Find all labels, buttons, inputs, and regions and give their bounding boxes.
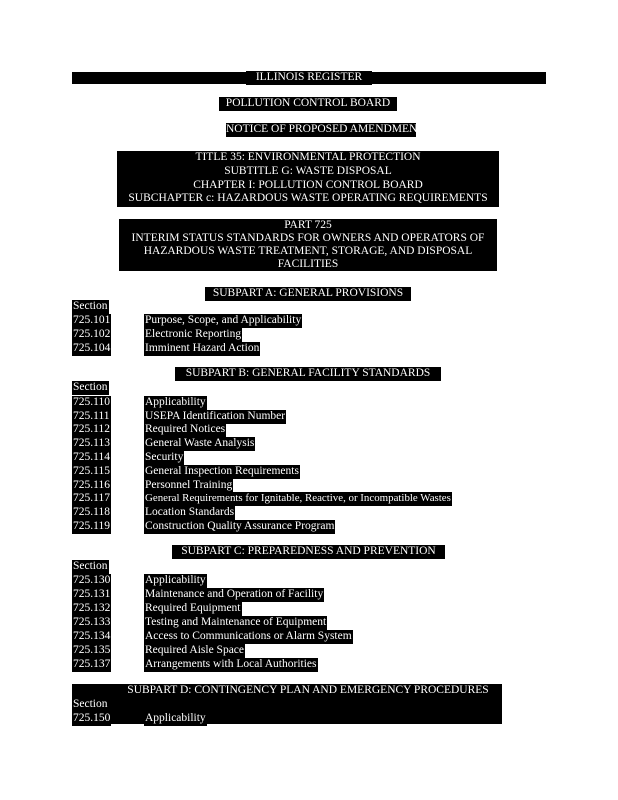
section-title: Applicability: [145, 396, 206, 408]
part-title-line-1: INTERIM STATUS STANDARDS FOR OWNERS AND OPERATORS OF: [131, 232, 485, 244]
title-block: [117, 151, 499, 207]
section-number: 725.131: [73, 588, 111, 600]
section-number: 725.118: [73, 506, 110, 518]
section-number: 725.132: [73, 602, 111, 614]
subpart-c-heading: SUBPART C: PREPAREDNESS AND PREVENTION: [172, 545, 445, 559]
section-number: 725.135: [73, 644, 111, 656]
section-title: Imminent Hazard Action: [145, 342, 260, 354]
section-title: Access to Communications or Alarm System: [145, 630, 352, 642]
part-title-line-2: HAZARDOUS WASTE TREATMENT, STORAGE, AND DISPOSAL: [143, 245, 473, 257]
section-title: Electronic Reporting: [145, 328, 242, 340]
part-title-line-3: FACILITIES: [277, 258, 339, 270]
section-number: 725.150: [73, 712, 111, 724]
section-number: 725.117: [73, 492, 110, 504]
section-number: 725.116: [73, 479, 110, 491]
section-title: Maintenance and Operation of Facility: [145, 588, 324, 600]
section-number: 725.110: [73, 396, 110, 408]
section-number: 725.104: [73, 342, 111, 354]
section-title: General Requirements for Ignitable, Reactive, or Incompatible Wastes: [145, 492, 451, 504]
section-title: General Waste Analysis: [145, 437, 255, 449]
subchapter-line: SUBCHAPTER c: HAZARDOUS WASTE OPERATING REQUIREMENTS: [128, 192, 488, 205]
section-title: Required Aisle Space: [145, 644, 245, 656]
section-number: 725.113: [73, 437, 110, 449]
section-title: Security: [145, 451, 184, 463]
section-title: Applicability: [145, 574, 206, 586]
section-title: Location Standards: [145, 506, 235, 518]
section-number: 725.115: [73, 465, 110, 477]
section-number: 725.114: [73, 451, 110, 463]
section-title: Construction Quality Assurance Program: [145, 520, 335, 532]
section-title: General Inspection Requirements: [145, 465, 299, 477]
section-number: 725.111: [73, 410, 110, 422]
title-line: TITLE 35: ENVIRONMENTAL PROTECTION: [195, 151, 421, 163]
register-title: ILLINOIS REGISTER: [246, 71, 372, 85]
section-number: 725.101: [73, 314, 111, 326]
section-title: Personnel Training: [145, 479, 233, 491]
section-title: Purpose, Scope, and Applicability: [145, 314, 302, 326]
section-label: Section: [73, 698, 108, 710]
section-number: 725.102: [73, 328, 111, 340]
part-number: PART 725: [284, 219, 332, 231]
subtitle-line: SUBTITLE G: WASTE DISPOSAL: [224, 164, 392, 177]
subpart-b-heading: SUBPART B: GENERAL FACILITY STANDARDS: [175, 367, 441, 381]
subpart-d-heading: SUBPART D: CONTINGENCY PLAN AND EMERGENCY PROCEDURES: [114, 684, 502, 698]
section-number: 725.130: [73, 574, 111, 586]
part-block: [119, 219, 497, 271]
section-label: Section: [73, 300, 108, 312]
section-title: USEPA Identification Number: [145, 410, 286, 422]
notice-title: NOTICE OF PROPOSED AMENDMENTS: [226, 123, 431, 135]
section-number: 725.112: [73, 423, 110, 435]
board-title: POLLUTION CONTROL BOARD: [219, 97, 397, 111]
section-title: Arrangements with Local Authorities: [145, 658, 317, 670]
subpart-a-heading: SUBPART A: GENERAL PROVISIONS: [205, 287, 411, 301]
section-number: 725.134: [73, 630, 111, 642]
section-label: Section: [73, 381, 108, 393]
section-number: 725.119: [73, 520, 110, 532]
section-title: Testing and Maintenance of Equipment: [145, 616, 327, 628]
section-number: 725.137: [73, 658, 111, 670]
section-number: 725.133: [73, 616, 111, 628]
chapter-line: CHAPTER I: POLLUTION CONTROL BOARD: [193, 178, 423, 191]
section-title: Applicability: [145, 712, 206, 724]
section-label: Section: [73, 560, 108, 572]
section-title: Required Notices: [145, 423, 226, 435]
section-title: Required Equipment: [145, 602, 241, 614]
